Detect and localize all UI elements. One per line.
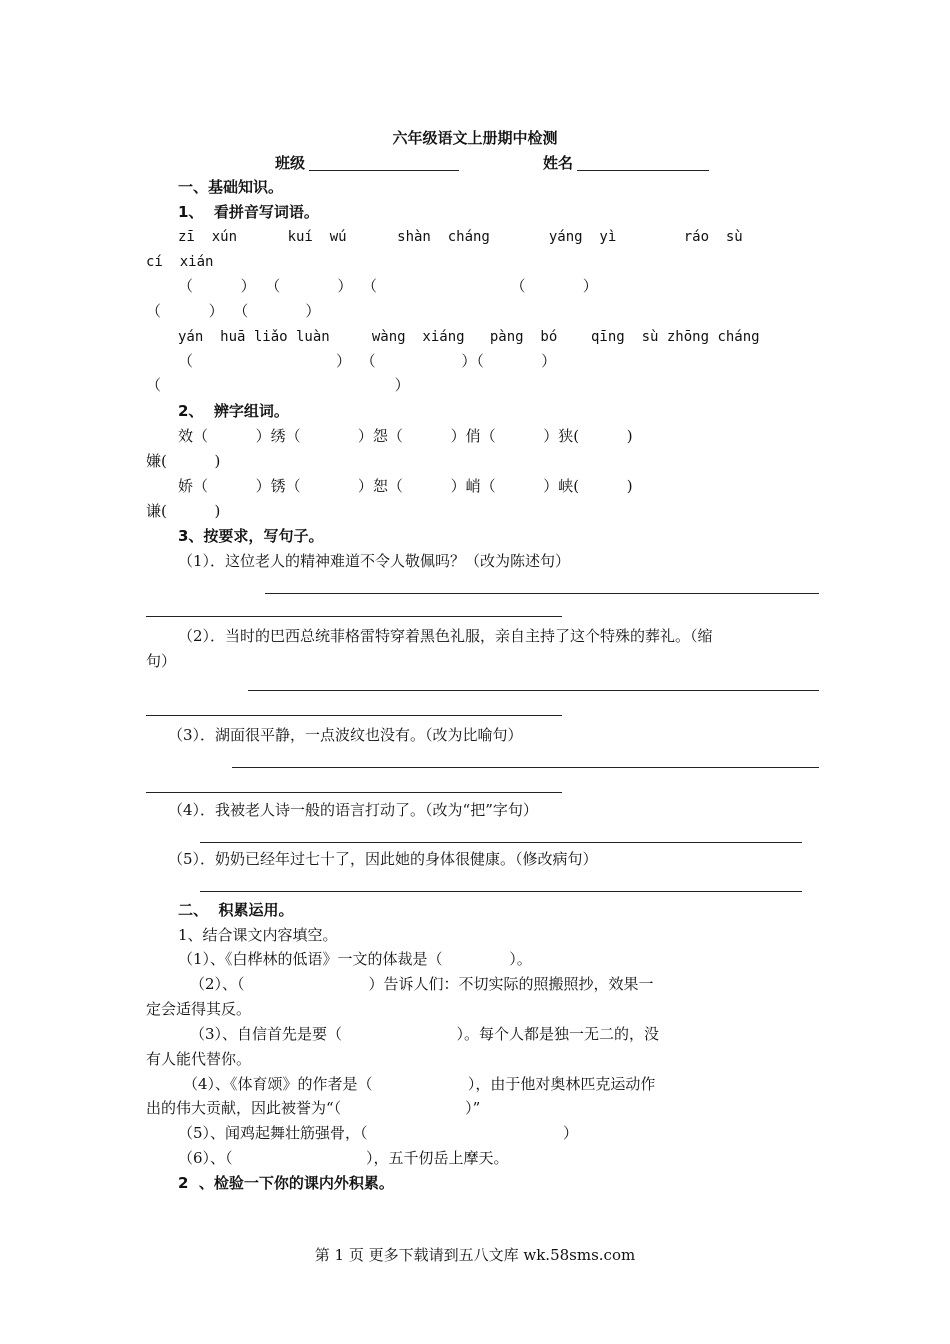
sentence-task-4: （4）．我被老人诗一般的语言打动了。（改为“把”字句） (168, 801, 538, 819)
pinyin-row-2: yán huā liǎo luàn wàng xiáng pàng bó qīng sù zhōng cháng (178, 329, 760, 345)
fill-item-2[interactable]: （2）、（ ）告诉人们：不切实际的照搬照抄，效果一 (190, 975, 654, 993)
answer-line[interactable] (248, 690, 819, 691)
fill-item-1[interactable]: （1）、《白桦林的低语》一文的体裁是（ ）。 (178, 950, 532, 968)
pinyin-row-1: zī xún kuí wú shàn cháng yáng yì ráo sù (178, 229, 743, 245)
sentence-task-1: （1）．这位老人的精神难道不令人敬佩吗？（改为陈述句） (178, 552, 571, 570)
answer-line[interactable] (232, 767, 819, 768)
char-words-row-1b[interactable]: 嫌( ) (146, 452, 221, 470)
fill-item-3[interactable]: （3）、自信首先是要（ ）。每个人都是独一无二的，没 (190, 1025, 659, 1043)
char-words-row-2b[interactable]: 谦( ) (146, 502, 221, 520)
answer-blanks-row-2b[interactable]: （ ） (146, 376, 410, 394)
fill-item-3b: 有人能代替你。 (146, 1050, 252, 1068)
fill-item-4[interactable]: （4）、《体育颂》的作者是（ ），由于他对奥林匹克运动作 (183, 1075, 656, 1093)
answer-blanks-row-1b[interactable]: （ ） （ ） (146, 302, 321, 320)
page-title: 六年级语文上册期中检测 (392, 129, 558, 147)
name-blank[interactable] (577, 170, 709, 171)
answer-line[interactable] (146, 715, 562, 716)
fill-item-6[interactable]: （6）、（ ），五千仞岳上摩天。 (178, 1149, 509, 1167)
char-words-row-2[interactable]: 娇（ ）锈（ ）恕（ ）峭（ ）峡( ) (178, 477, 633, 495)
page-footer: 第 1 页 更多下载请到五八文库 wk.58sms.com (314, 1246, 636, 1264)
q1-heading: 1、 看拼音写词语。 (178, 203, 319, 221)
name-label: 姓名 (543, 154, 574, 172)
q2-heading: 2、 辨字组词。 (178, 402, 289, 420)
pinyin-row-1b: cí xián (146, 254, 214, 270)
class-blank[interactable] (309, 170, 459, 171)
q2-accumulation-heading: 2 、检验一下你的课内外积累。 (178, 1174, 394, 1192)
answer-blanks-row-2[interactable]: （ ） （ ）（ ） (178, 352, 557, 370)
answer-line[interactable] (146, 792, 562, 793)
section-1-heading: 一、基础知识。 (178, 178, 284, 196)
fill-item-4b[interactable]: 出的伟大贡献，因此被誉为“（ ）” (146, 1099, 481, 1117)
answer-blanks-row-1[interactable]: （ ） （ ） （ （ ） (178, 277, 598, 295)
sentence-task-2: （2）．当时的巴西总统菲格雷特穿着黑色礼服，亲自主持了这个特殊的葬礼。（缩 (178, 627, 713, 645)
q3-heading: 3、按要求，写句子。 (178, 527, 324, 545)
answer-line[interactable] (200, 842, 802, 843)
fill-heading: 1、结合课文内容填空。 (178, 926, 338, 944)
fill-item-5[interactable]: （5）、闻鸡起舞壮筋强骨，（ ） (178, 1124, 579, 1142)
answer-line[interactable] (200, 891, 802, 892)
sentence-task-2b: 句） (146, 652, 177, 670)
sentence-task-3: （3）．湖面很平静，一点波纹也没有。（改为比喻句） (168, 726, 523, 744)
char-words-row-1[interactable]: 效（ ）绣（ ）怨（ ）俏（ ）狭( ) (178, 427, 633, 445)
answer-line[interactable] (146, 616, 562, 617)
fill-item-2b: 定会适得其反。 (146, 1000, 252, 1018)
section-2-heading: 二、 积累运用。 (178, 901, 294, 919)
class-label: 班级 (275, 154, 306, 172)
answer-line[interactable] (265, 593, 819, 594)
sentence-task-5: （5）．奶奶已经年过七十了，因此她的身体很健康。（修改病句） (168, 850, 598, 868)
